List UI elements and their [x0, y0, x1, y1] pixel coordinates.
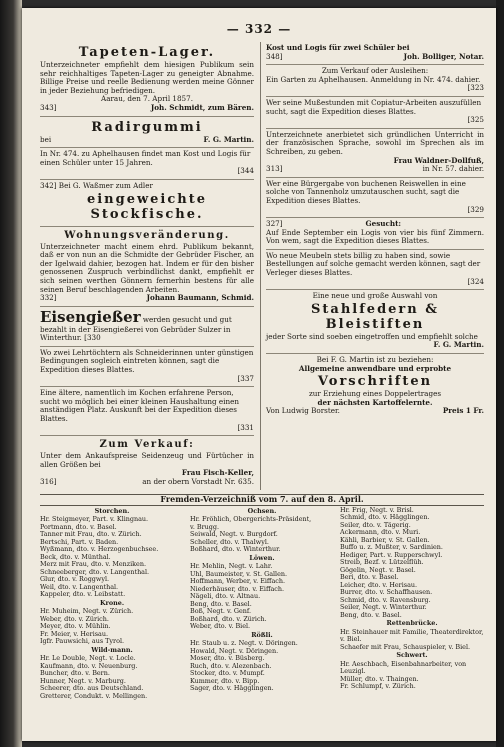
guest-entry: Hr. Aeschbach, Eisenbahnarbeiter, von Leuzigl. [340, 659, 467, 675]
guest-entry: Schmid, dto. v. Hägglingen. [340, 513, 430, 521]
ad-number: 332] [40, 293, 57, 303]
guest-entry: Beri, dto. v. Basel. [340, 573, 399, 581]
ad-headline: Eisengießer [40, 307, 141, 326]
hotel-name: Krone. [99, 598, 125, 607]
guest-entry: Bertschi, Part. v. Baden. [40, 537, 119, 546]
ad-stockfische [40, 180, 254, 227]
ad-tapeten [40, 42, 254, 117]
ad-number: 327] [266, 219, 283, 229]
guest-entry: Howald, Negt. v. Döringen. [190, 646, 279, 655]
guest-entry: Boßhard, dto. v. Zürich. [190, 614, 267, 623]
ad-text: 342] Bei G. Waßmer zum Adler [40, 180, 153, 190]
guest-entry: Hr. Frig, Negt. v. Brisl. [340, 505, 414, 514]
ad-radirgummi [40, 117, 254, 149]
guest-entry: Hr. Fröhlich, Obergerichts-Präsident, [190, 515, 312, 523]
ad-number: 316] [40, 477, 57, 486]
ad-number: [323 [467, 83, 484, 93]
hotel-name: Wild-mann. [91, 645, 133, 654]
hotel-name: Rößli. [251, 630, 273, 639]
ad-reiswellen [266, 178, 484, 218]
ad-text: Wo zwei Lehrtöchtern als Schneiderinnen unter günstigen Bedingungen sogleich eintreten können, sagt die Expedition dieses Blattes. [40, 347, 254, 375]
ad-number: 348] [266, 51, 283, 61]
column-divider [260, 42, 261, 490]
guest-entry: Scheller, dto. v. Thalwyl. [190, 537, 269, 546]
guest-entry: Beck, dto. v. Münthal. [40, 552, 111, 561]
guest-entry: Müller, dto. v. Thaingen. [340, 674, 419, 683]
ad-title: Gesucht: [365, 219, 402, 229]
ad-kost [40, 148, 254, 180]
guest-entry: Schaefer mit Frau, Schauspieler, v. Biel. [340, 642, 471, 651]
guest-entry: Stocker, dto. v. Mumpf. [190, 669, 265, 677]
guest-entry: Igfr. Pauwsichi, aus Tyrol. [40, 637, 125, 645]
hotel-name: Rettenbrücke. [386, 619, 438, 627]
ad-stahlfedern [266, 290, 484, 354]
ad-gesucht [266, 218, 484, 250]
ad-signature: Joh. Schmidt, zum Bären. [150, 102, 254, 112]
guest-entry: Boßhard, dto. v. Winterthur. [190, 545, 281, 553]
ad-headline: Stahlfedern & Bleistiften [311, 301, 439, 332]
ad-signature: F. G. Martin. [203, 134, 254, 144]
guest-entry: Kähli, Barbier, v. St. Gallen. [340, 535, 430, 544]
guest-list [190, 563, 334, 631]
guest-entry: Hediger, Part. v. Rupperschwyl. [340, 550, 443, 559]
ad-text: jeder Sorte sind soeben eingetroffen und empfiehlt solche [266, 331, 478, 341]
ad-address: in Nr. 57. dahier. [422, 164, 484, 174]
guest-entry: Hr. Mehlin, Negt. v. Lahr. [190, 562, 273, 570]
ad-by-label: bei [40, 134, 52, 144]
guest-list [190, 516, 334, 554]
guest-entry: Tanner mit Frau, dto. v. Zürich. [40, 530, 142, 538]
guest-entry: Burrer, dto. v. Schaffhausen. [340, 588, 433, 596]
ad-author: Von Ludwig Borster. [266, 406, 340, 416]
ad-signature: Frau Waldner-Dollfuß, [393, 155, 484, 165]
guest-entry: Buffo u. z. Mußter, v. Sardinien. [340, 543, 443, 551]
guest-entry: Schneeberger, dto. v. Langenthal. [40, 567, 150, 576]
ad-wohnung [40, 227, 254, 307]
ad-verkauf [40, 436, 254, 489]
guest-list [340, 507, 484, 620]
ad-text: Unterzeichneter empfiehlt dem hiesigen Publikum sein sehr reichhaltiges Tapeten-Lager zu geneigter Abnahme. Billige Preise und reelle Bedienung werden meine Gönner in jeder Beziehung befriedigen. [40, 60, 254, 95]
ad-meubeln [266, 250, 484, 290]
ad-text: Unterzeichnete anerbietet sich gründlichen Unterricht in der französischen Sprache, sowohl im Sprechen als im Schreiben, zu geben. [266, 129, 484, 156]
ad-headline: Vorschriften [317, 374, 433, 390]
guest-entry: Beng, dto. v. Basel. [340, 610, 402, 619]
book-binding [0, 0, 22, 747]
page-number: — 332 — [226, 22, 292, 36]
guest-entry: Ackermann, dto. v. Muri. [340, 528, 421, 536]
guest-entry: Hoffmann, Werber, v. Eiffach. [190, 577, 285, 585]
left-column [40, 42, 254, 490]
guest-entry: Glur, dto. v. Roggwyl. [40, 575, 110, 583]
fremden-col-3 [340, 507, 484, 701]
right-column [266, 42, 484, 419]
guest-entry: Hr. Muheim, Negt. v. Zürich. [40, 607, 134, 615]
guest-entry: v. Brugg. [190, 522, 219, 531]
guest-entry: Sager, dto. v. Hägglingen. [190, 684, 274, 692]
ad-franzoesisch [266, 129, 484, 178]
guest-entry: Scheerer, dto. aus Deutschland. [40, 684, 144, 692]
ad-text: Eine ältere, namentlich im Kochen erfahrene Person, sucht wo möglich bei einer kleinen Haushaltung einen anständigen Platz. Auskunft bei der Expedition dieses Blattes. [40, 388, 239, 424]
ad-price: Preis 1 Fr. [442, 406, 484, 416]
ad-line: Eine neue und große Auswahl von [312, 291, 438, 301]
ad-text: Ein Garten zu Aphelhausen. Anmeldung in Nr. 474. dahier. [266, 74, 481, 84]
ad-text: werden gesucht und gut bezahlt in der Eisengießerei von Gebrüder Sulzer in Winterthur. [40, 314, 232, 343]
ad-number: 343] [40, 102, 57, 112]
ad-signature: F. G. Martin. [433, 340, 484, 350]
ad-title: Zum Verkauf: [99, 439, 195, 451]
fremden-title: Fremden-Verzeichniß vom 7. auf den 8. April. [40, 494, 484, 506]
guest-entry: Nägeli, dto. v. Altnau. [190, 592, 261, 600]
guest-entry: Hr. Le Double, Negt. v. Locle. [40, 654, 136, 662]
ad-person [40, 387, 254, 436]
ad-text: In Nr. 474. zu Aphelhausen findet man Kost und Logis für einen Schüler unter 15 Jahren. [40, 149, 251, 167]
guest-entry: Boß, Negt. v. Genf. [190, 607, 252, 615]
ad-garten [266, 65, 484, 97]
ad-text: Wo neue Meubeln stets billig zu haben sind, sowie Bestellungen auf solche gemacht werden können, sagt der Verleger dieses Blattes. [266, 250, 481, 278]
hotel-name: Löwen. [249, 553, 275, 562]
scan-edge [496, 0, 504, 747]
guest-list [190, 640, 334, 693]
guest-entry: Kappeler, dto. v. Leibstatt. [40, 590, 126, 598]
ad-lehrtoechter [40, 347, 254, 387]
guest-list [40, 655, 184, 700]
ad-number: [330 [84, 333, 101, 343]
guest-entry: Uhl, Baumeister, v. St. Gallen. [190, 569, 288, 578]
guest-list [40, 516, 184, 599]
guest-entry: Kaufmann, dto. v. Neuenburg. [40, 661, 138, 670]
guest-list [340, 629, 484, 652]
ad-vorschriften [266, 354, 484, 419]
guest-entry: Beng, dto. v. Basel. [190, 599, 252, 608]
ad-title: Wohnungsveränderung. [64, 229, 230, 241]
ad-title: Radirgummi [91, 119, 203, 135]
hotel-name: Schwert. [396, 651, 428, 659]
guest-entry: Hunner, Negt. v. Marburg. [40, 676, 126, 685]
guest-entry: Weber, dto. v. Zürich. [40, 614, 109, 623]
ad-logis [266, 42, 484, 65]
ad-text: Auf Ende September ein Logis von vier bis fünf Zimmern. Von wem, sagt die Expedition dieses Blattes. [266, 227, 484, 246]
guest-entry: Seiwald, Negt. v. Burgdorf. [190, 530, 278, 538]
ad-address: an der obern Vorstadt Nr. 635. [142, 477, 254, 486]
ad-place: Aarau, den 7. April 1857. [101, 94, 193, 104]
guest-entry: Wyßmann, dto. v. Herzogenbuchsee. [40, 545, 159, 553]
ad-signature: Johann Baumann, Schmid. [146, 293, 254, 303]
guest-list [40, 608, 184, 646]
ad-signature: Joh. Bolliger, Notar. [403, 51, 484, 61]
ad-number: [344 [237, 166, 254, 176]
ad-eisengiesser [40, 307, 254, 347]
guest-entry: Niederhäuser, dto. v. Eiffach. [190, 584, 285, 593]
ad-line: Bei F. G. Martin ist zu beziehen: [316, 355, 434, 365]
guest-entry: Moser, dto. v. Büsberg. [190, 654, 265, 662]
ad-text: Unterzeichneter macht einem ehrd. Publikum bekannt, daß er von nun an die Schmidte der Gebrüder Fischer, an der Igelwaid dahier, bezogen hat. Indem er für den bisher genossenen Zuspruch verbindlichst dankt, empfiehlt er sich seinen werthen Gönnern fernerhin bestens für alle seinen Beruf beschlagenden Arbeiten. [40, 241, 254, 294]
guest-entry: Hr. Steinhauer mit Familie, Theaterdirektor, v. Biel. [340, 627, 484, 643]
guest-entry: Kummer, dto. v. Bipp. [190, 676, 260, 685]
ad-text: Kost und Logis für zwei Schüler bei [266, 43, 410, 52]
guest-entry: Streib, Bezf. v. Lützelflüh. [340, 558, 424, 566]
guest-entry: Seiler, dto. v. Tägerig. [340, 520, 411, 529]
guest-entry: Fr. Meier, v. Herisau. [40, 629, 109, 638]
ad-number: 313] [266, 164, 283, 174]
guest-entry: Portmann, dto. v. Basel. [40, 522, 117, 531]
ad-line: der nächsten Kartoffelernte. [317, 397, 433, 407]
hotel-name: Ochsen. [247, 506, 277, 515]
ad-text: Unter dem Ankaufspreise Seidenzeug und Fürtücher in allen Größen bei [40, 451, 254, 469]
ad-title: Zum Verkauf oder Ausleihen: [321, 66, 429, 76]
guest-entry: Leicher, dto. v. Herisau. [340, 580, 418, 589]
guest-entry: Ruch, dto. v. Alezenbach. [190, 661, 272, 670]
guest-list [340, 661, 484, 691]
ad-headline: eingeweichte Stockfische. [86, 191, 208, 222]
ad-number: [324 [467, 276, 484, 286]
guest-entry: Meyer, dto. v. Mühlin. [40, 622, 111, 630]
ad-signature: Frau Fisch-Keller, [181, 468, 254, 478]
hotel-name: Storchen. [94, 506, 130, 515]
ad-number: [325 [467, 115, 484, 125]
ad-line: zur Erziehung eines Doppelertrages [308, 389, 442, 399]
guest-entry: Schmid, dto. v. Ravensburg. [340, 595, 431, 604]
guest-entry: Weil, dto. v. Langenthal. [40, 582, 119, 591]
ad-line: Allgemeine anwendbare und erprobte [298, 363, 452, 373]
guest-entry: Seiler, Negt. v. Winterthur. [340, 603, 427, 611]
guest-entry: Weber, dto. v. Biel. [190, 622, 251, 630]
ad-number: [331 [237, 422, 254, 432]
newspaper-page [22, 8, 496, 741]
ad-number: [329 [467, 204, 484, 214]
ad-text: Wer eine Bürgergabe von buchenen Reiswellen in eine solche von Tannenholz umzutauschen sucht, sagt die Expedition dieses Blattes. [266, 178, 466, 205]
guest-entry: Merz mit Frau, dto. v. Menziken. [40, 560, 146, 568]
ad-copiatur [266, 97, 484, 129]
guest-entry: Gretterer, Condukt. v. Mellingen. [40, 691, 148, 700]
guest-entry: Gögelin, Negt. v. Basel. [340, 565, 416, 574]
fremden-col-2 [190, 507, 334, 701]
guest-entry: Hr. Steigmeyer, Part. v. Klingnau. [40, 515, 149, 523]
ad-text: Wer seine Mußestunden mit Copiatur-Arbeiten auszufüllen sucht, sagt die Expedition dieses Blattes. [266, 97, 482, 116]
ad-title: Tapeten-Lager. [78, 45, 216, 60]
guest-entry: Fr. Schlumpf, v. Zürich. [340, 682, 416, 690]
fremden-verzeichnis [40, 494, 484, 700]
ad-number: [337 [237, 373, 254, 383]
guest-entry: Hr. Staub u. z. Negt. v. Döringen. [190, 639, 298, 647]
fremden-col-1 [40, 507, 184, 701]
guest-entry: Buncher, dto. v. Bern. [40, 669, 110, 677]
